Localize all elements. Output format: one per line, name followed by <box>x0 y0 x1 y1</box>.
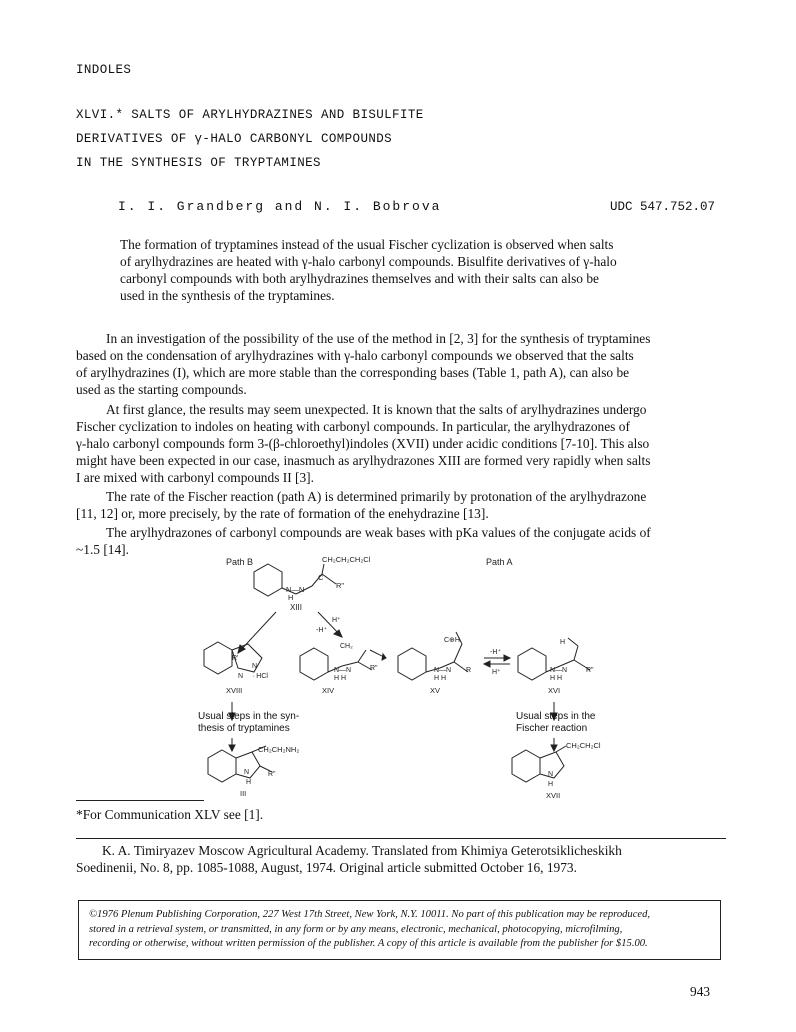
reaction-scheme <box>0 550 796 800</box>
body-line: based on the condensation of arylhydrazines with γ-halo carbonyl compounds we observed that the salts <box>76 348 634 363</box>
svg-text:N—N: N—N <box>334 667 352 674</box>
svg-text:CH₂: CH₂ <box>340 643 353 650</box>
body-line: I are mixed with carbonyl compounds II [3]. <box>76 470 314 485</box>
path-a-label: Path A <box>486 557 513 567</box>
svg-text:-H⁺: -H⁺ <box>490 649 502 656</box>
label-iii: III <box>240 789 247 798</box>
title-line: IN THE SYNTHESIS OF TRYPTAMINES <box>76 156 321 170</box>
left-note <box>198 711 299 735</box>
body-line: At first glance, the results may seem unexpected. It is known that the salts of arylhydrazines undergo <box>106 402 647 417</box>
iii-substituent: CH₂CH₂NH₂ <box>258 745 300 754</box>
svg-text:H: H <box>288 593 294 602</box>
svg-text:N—N: N—N <box>434 667 452 674</box>
svg-text:N—N: N—N <box>286 585 305 594</box>
body-line: of arylhydrazines (I), which are more stable than the corresponding bases (Table 1, path A), can also be <box>76 365 630 380</box>
note-line: thesis of tryptamines <box>198 723 290 734</box>
svg-text:R: R <box>466 667 472 674</box>
note-line: Fischer reaction <box>516 723 588 734</box>
label-xvi: XVI <box>548 686 561 695</box>
svg-text:C: C <box>318 573 324 582</box>
footnote: *For Communication XLV see [1]. <box>76 807 264 822</box>
body-line: Fischer cyclization to indoles on heating with carbonyl compounds. In particular, the arylhydrazones of <box>76 419 630 434</box>
body-line: might have been expected in our case, inasmuch as arylhydrazones XIII are formed very rapidly when salts <box>76 453 651 468</box>
title-line: XLVI.* SALTS OF ARYLHYDRAZINES AND BISULFITE <box>76 108 424 122</box>
page-number: 943 <box>690 984 711 999</box>
benzene-ring-xiii <box>254 564 282 596</box>
authors: I. I. Grandberg and N. I. Bobrova <box>118 199 442 214</box>
note-line: Usual steps in the <box>516 711 596 722</box>
benzene-ring-xv <box>398 648 426 680</box>
note-line: Usual steps in the syn- <box>198 711 300 722</box>
benzene-ring-xviii <box>204 642 232 674</box>
body-line: In an investigation of the possibility of the use of the method in [2, 3] for the synthesis of tryptamines <box>106 331 651 346</box>
arrow-path-b <box>238 612 276 653</box>
body-line: The arylhydrazones of carbonyl compounds are weak bases with pKa values of the conjugate acids of <box>106 525 651 540</box>
affiliation-line: Soedinenii, No. 8, pp. 1085-1088, August, 1974. Original article submitted October 16, 1973. <box>76 860 577 875</box>
label-xv: XV <box>430 686 441 695</box>
label-xiii: XIII <box>290 603 303 612</box>
body-line: The rate of the Fischer reaction (path A) is determined primarily by protonation of the arylhydrazone <box>106 489 647 504</box>
label-xviii: XVIII <box>226 686 243 695</box>
label-xiv: XIV <box>322 686 335 695</box>
svg-text:C⊕H: C⊕H <box>444 637 460 644</box>
copyright-box <box>78 900 721 960</box>
abstract-line: of arylhydrazines are heated with γ-halo carbonyl compounds. Bisulfite derivatives of γ-halo <box>120 254 617 269</box>
xvii-substituent: CH₂CH₂Cl <box>566 741 601 750</box>
svg-text:H H: H H <box>334 675 347 682</box>
indole-ring-iii <box>208 750 236 782</box>
svg-text:R': R' <box>232 655 239 662</box>
hcl-label: · HCl <box>252 673 268 680</box>
footnote-rule <box>76 800 204 801</box>
paragraph-2 <box>76 401 650 486</box>
svg-text:H H: H H <box>550 675 563 682</box>
copyright-line: ©1976 Plenum Publishing Corporation, 227 West 17th Street, New York, N.Y. 10011. No part of this publication may be reproduced, <box>89 909 651 920</box>
body-line: [11, 12] or, more precisely, by the rate of formation of the enehydrazine [13]. <box>76 506 489 521</box>
body-line: used as the starting compounds. <box>76 382 247 397</box>
copyright-line: recording or otherwise, without written permission of the publisher. A copy of this article is available from the publisher for $15.00. <box>89 938 648 949</box>
svg-text:N—N: N—N <box>550 667 568 674</box>
paragraph-3 <box>76 488 646 522</box>
udc-code: UDC 547.752.07 <box>610 200 716 214</box>
svg-text:H⁺: H⁺ <box>492 669 501 676</box>
svg-text:N: N <box>252 663 258 670</box>
abstract-line: used in the synthesis of the tryptamines. <box>120 288 335 303</box>
abstract-line: carbonyl compounds with both arylhydrazines themselves and with their salts can also be <box>120 271 599 286</box>
minus-h-plus: -H⁺ <box>316 627 328 634</box>
path-b-label: Path B <box>226 557 254 567</box>
body-line: γ-halo carbonyl compounds form 3-(β-chloroethyl)indoles (XVII) under acidic conditions [7-10]. This also <box>76 436 650 451</box>
svg-text:R": R" <box>370 665 378 672</box>
body-line: ~1.5 [14]. <box>76 542 129 557</box>
affiliation-line: K. A. Timiryazev Moscow Agricultural Academy. Translated from Khimiya Geterotsiklicheskikh <box>102 843 622 858</box>
svg-text:H: H <box>246 779 252 786</box>
svg-text:R": R" <box>268 771 276 778</box>
series-title: INDOLES <box>76 63 132 77</box>
top-substituent: CH₂CH₂CH₂Cl <box>322 555 371 564</box>
affiliation-rule <box>76 838 726 839</box>
right-note <box>516 711 596 735</box>
paragraph-1 <box>76 330 650 398</box>
svg-text:H: H <box>548 781 554 788</box>
svg-text:N: N <box>238 673 244 680</box>
svg-text:R": R" <box>336 581 345 590</box>
indole-ring-xvii <box>512 750 540 782</box>
svg-text:H H: H H <box>434 675 447 682</box>
svg-text:N: N <box>548 771 554 778</box>
label-xvii: XVII <box>546 791 561 800</box>
abstract-line: The formation of tryptamines instead of the usual Fischer cyclization is observed when salts <box>120 237 614 252</box>
abstract <box>120 236 617 304</box>
svg-text:R": R" <box>586 667 594 674</box>
copyright-text <box>89 908 650 952</box>
benzene-ring-xiv <box>300 648 328 680</box>
benzene-ring-xvi <box>518 648 546 680</box>
copyright-line: stored in a retrieval system, or transmitted, in any form or by any means, electronic, mechanical, photocopying, microfilming, <box>89 923 623 935</box>
svg-text:H: H <box>560 639 566 646</box>
svg-text:N: N <box>244 769 250 776</box>
article-title <box>76 103 424 175</box>
title-line: DERIVATIVES OF γ-HALO CARBONYL COMPOUNDS <box>76 132 393 146</box>
affiliation <box>76 842 622 876</box>
h-plus: H⁺ <box>332 617 341 624</box>
